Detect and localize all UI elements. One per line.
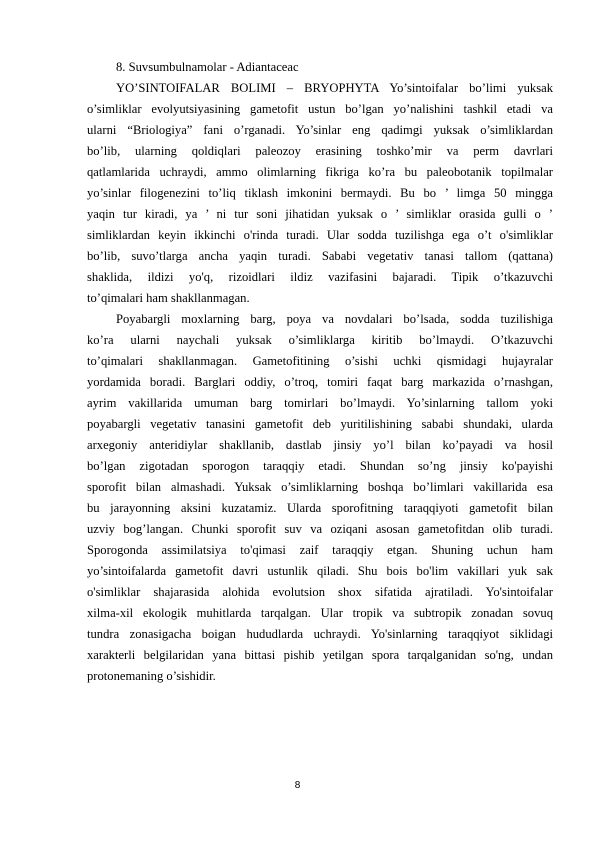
paragraph-line: shaklida, ildizi yo'q, rizoidlari ildiz vazifasini bajaradi. Tipik o’tkazuvchi bbox=[87, 270, 553, 284]
paragraph-line: yo’sintoifalarda gametofit davri ustunlik qiladi. Shu bois bo'lim vakillari yuk sak bbox=[87, 564, 553, 578]
paragraph-line: ko’ra ularni naychali yuksak o’simliklarga kiritib bo’lmaydi. O’tkazuvchi bbox=[87, 333, 553, 347]
paragraph-line: ularni “Briologiya” fani o’rganadi. Yo’sinlar eng qadimgi yuksak o’simliklardan bbox=[87, 123, 553, 137]
paragraph-line: protonemaning o’sishidir. bbox=[87, 669, 216, 683]
paragraph-line: to’qimalari ham shakllanmagan. bbox=[87, 291, 250, 305]
paragraph-line: xarakterli belgilaridan yana bittasi pishib yetilgan spora tarqalganidan so'ng, undan bbox=[87, 648, 553, 662]
paragraph-line: xilma-xil ekologik muhitlarda tarqalgan. Ular tropik va subtropik zonadan sovuq bbox=[87, 606, 553, 620]
paragraph-line: Sporogonda assimilatsiya to'qimasi zaif taraqqiy etgan. Shuning uchun ham bbox=[87, 543, 553, 557]
paragraph-line: Poyabargli moxlarning barg, poya va novdalari bo’lsada, sodda tuzilishiga bbox=[116, 312, 553, 326]
paragraph-line: simliklardan keyin ikkinchi o'rinda turadi. Ular sodda tuzilishga ega o’t o'simliklar bbox=[87, 228, 553, 242]
paragraph-line: poyabargli vegetativ tanasini gametofit deb yuritilishining sababi shundaki, ularda bbox=[87, 417, 553, 431]
paragraph-line: yo’sinlar filogenezini to’liq tiklash imkonini bermaydi. Bu bo ’ limga 50 mingga bbox=[87, 186, 553, 200]
paragraph-line: sporofit bilan almashadi. Yuksak o’simliklarning boshqa bo’limlari vakillarida esa bbox=[87, 480, 553, 494]
paragraph-line: bo’lib, ularning qoldiqlari paleozoy erasining toshko’mir va perm davrlari bbox=[87, 144, 553, 158]
paragraph-line: uzviy bog’langan. Chunki sporofit suv va oziqani asosan gametofitdan olib turadi. bbox=[87, 522, 553, 536]
paragraph-line: bo’lib, suvo’tlarga ancha yaqin turadi. Sababi vegetativ tanasi tallom (qattana) bbox=[87, 249, 553, 263]
paragraph-line: bo’lgan zigotadan sporogon taraqqiy etadi. Shundan so’ng jinsiy ko'payishi bbox=[87, 459, 553, 473]
paragraph-line: bu jarayonning aksini kuzatamiz. Ularda sporofitning taraqqiyoti gametofit bilan bbox=[87, 501, 553, 515]
paragraph-line: o'simliklar shajarasida alohida evolutsion shox sifatida ajratiladi. Yo'sintoifalar bbox=[87, 585, 553, 599]
paragraph-line: arxegoniy anteridiylar shakllanib, dastlab jinsiy yo’l bilan ko’payadi va hosil bbox=[87, 438, 553, 452]
paragraph-line: qatlamlarida uchraydi, ammo olimlarning fikriga ko’ra bu paleobotanik topilmalar bbox=[87, 165, 553, 179]
section-heading: 8. Suvsumbulnamolar - Adiantaceac bbox=[116, 60, 299, 74]
paragraph-line: YO’SINTOIFALAR BOLIMI – BRYOPHYTA Yo’sintoifalar bo’limi yuksak bbox=[116, 81, 553, 95]
page-number: 8 bbox=[294, 780, 301, 791]
paragraph-line: yordamida boradi. Barglari oddiy, o’troq, tomiri faqat barg markazida o’rnashgan, bbox=[87, 375, 553, 389]
paragraph-line: yaqin tur kiradi, ya ’ ni tur soni jihatidan yuksak o ’ simliklar orasida gulli o ’ bbox=[87, 207, 553, 221]
paragraph-line: o’simliklar evolyutsiyasining gametofit ustun bo’lgan yo’nalishini tashkil etadi va bbox=[87, 102, 553, 116]
paragraph-line: ayrim vakillarida umuman barg tomirlari bo’lmaydi. Yo’sinlarning tallom yoki bbox=[87, 396, 553, 410]
paragraph-line: tundra zonasigacha boigan hududlarda uchraydi. Yo'sinlarning taraqqiyot siklidagi bbox=[87, 627, 553, 641]
paragraph-line: to’qimalari shakllanmagan. Gametofitining o’sishi uchki qismidagi hujayralar bbox=[87, 354, 553, 368]
